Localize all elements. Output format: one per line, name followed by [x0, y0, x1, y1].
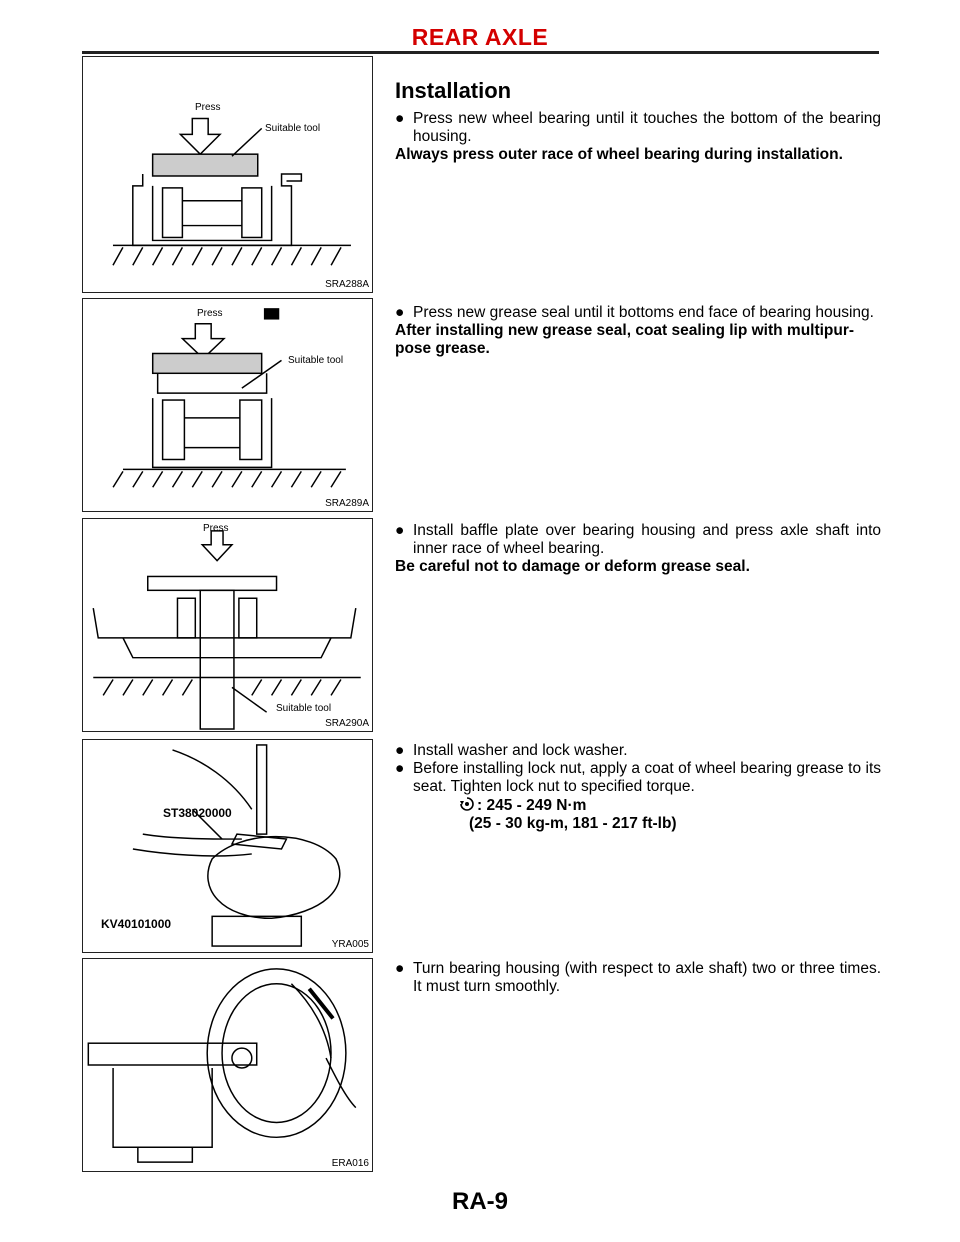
- bullet-icon: ●: [395, 522, 405, 539]
- figure-code: ERA016: [331, 1158, 369, 1169]
- caution-note: After installing new grease seal, coat sealing lip with multipur-pose grease.: [395, 322, 855, 357]
- caution-note: Be careful not to damage or deform grease seal.: [395, 558, 750, 575]
- bearing-housing-turn-illustration: [83, 959, 372, 1171]
- bullet-item: [395, 110, 881, 146]
- axle-shaft-press-illustration: [83, 519, 372, 731]
- figure-lock-nut-tighten: [82, 739, 373, 953]
- bullet-text: Install baffle plate over bearing housing and press axle shaft into inner race of wheel bearing.: [413, 522, 881, 557]
- figure-label-suitable-tool: Suitable tool: [276, 703, 332, 714]
- bullet-icon: ●: [395, 110, 405, 127]
- page-number: RA-9: [451, 1188, 508, 1215]
- bullet-icon: ●: [395, 960, 405, 977]
- bullet-icon: ●: [395, 742, 405, 759]
- step-5: [395, 960, 881, 996]
- bullet-item: [395, 760, 881, 796]
- caution-note: Always press outer race of wheel bearing during installation.: [395, 146, 843, 163]
- step-4: [395, 742, 881, 833]
- step-2: [395, 304, 881, 358]
- figure-bearing-housing-turn: [82, 958, 373, 1172]
- torque-spec: [459, 796, 881, 833]
- torque-value-conversions: (25 - 30 kg-m, 181 - 217 ft-lb): [469, 815, 677, 832]
- figure-wheel-bearing-press: [82, 56, 373, 293]
- figure-label-press: Press: [197, 308, 223, 319]
- bearing-press-illustration: [83, 57, 372, 292]
- bullet-text: Press new grease seal until it bottoms end face of bearing housing.: [413, 304, 874, 321]
- figure-label-suitable-tool: Suitable tool: [265, 123, 321, 134]
- tool-label-kv40101000: KV40101000: [101, 917, 172, 931]
- step-1: [395, 110, 881, 164]
- bullet-text: Install washer and lock washer.: [413, 742, 628, 759]
- figure-code: SRA288A: [325, 279, 369, 290]
- figure-code: YRA005: [331, 939, 369, 950]
- figure-label-press: Press: [203, 523, 229, 534]
- figure-code: SRA290A: [325, 718, 369, 729]
- torque-wrench-icon: [459, 796, 475, 812]
- bullet-item: [395, 742, 881, 760]
- figure-label-press: Press: [195, 102, 221, 113]
- bullet-icon: ●: [395, 760, 405, 777]
- figure-grease-seal-press: [82, 298, 373, 512]
- figure-axle-shaft-press: [82, 518, 373, 732]
- header-rule: [82, 51, 879, 54]
- bullet-text: Turn bearing housing (with respect to axle shaft) two or three times. It must turn smoothly.: [413, 960, 881, 995]
- header-title: REAR AXLE: [411, 24, 549, 50]
- figure-code: SRA289A: [325, 498, 369, 509]
- bullet-icon: ●: [395, 304, 405, 321]
- figure-label-suitable-tool: Suitable tool: [288, 355, 344, 366]
- bullet-text: Press new wheel bearing until it touches the bottom of the bearing housing.: [413, 110, 881, 145]
- bullet-text: Before installing lock nut, apply a coat of wheel bearing grease to its seat. Tighten lock nut to specified torque.: [413, 760, 881, 795]
- step-3: [395, 522, 881, 576]
- bullet-item: [395, 522, 881, 558]
- torque-value: : 245 - 249 N·m: [477, 797, 587, 814]
- tool-label-st38020000: ST38020000: [163, 806, 232, 820]
- bullet-item: [395, 960, 881, 996]
- grease-seal-press-illustration: [83, 299, 372, 511]
- section-title: Installation: [395, 78, 512, 103]
- bullet-item: [395, 304, 881, 322]
